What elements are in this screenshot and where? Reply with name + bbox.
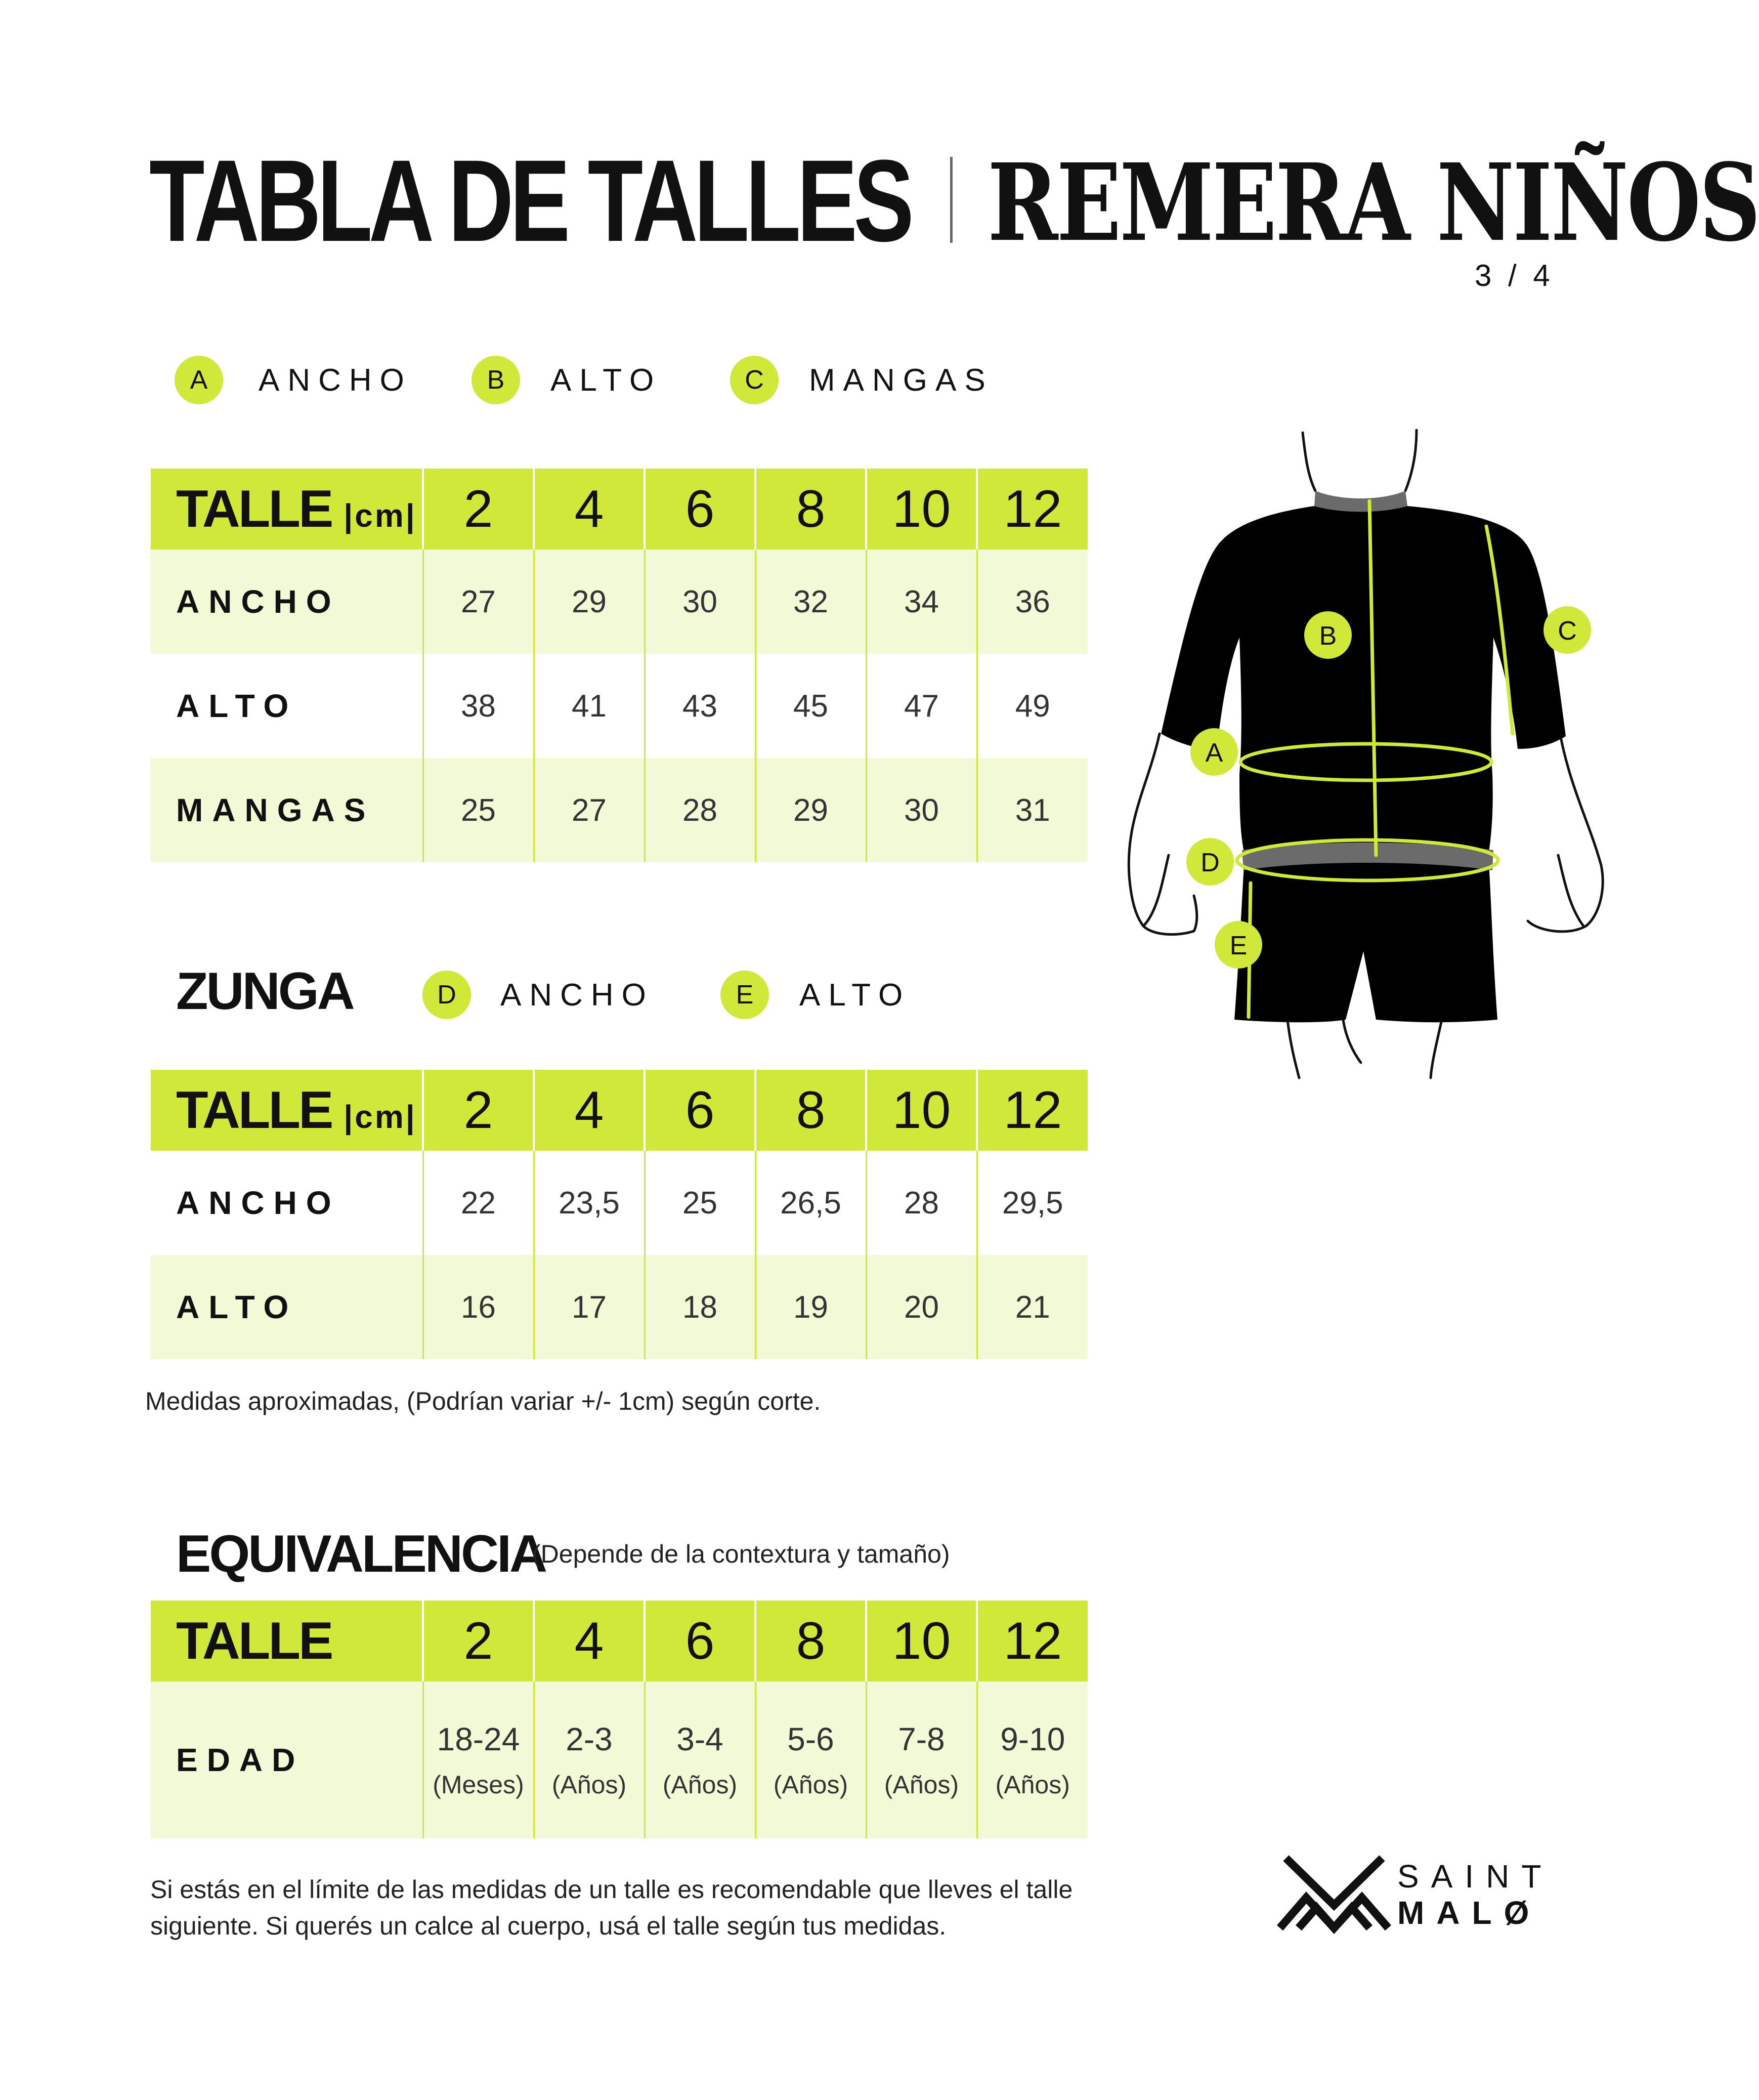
talle-label: TALLE: [176, 1080, 332, 1140]
marker-badge: A: [175, 356, 223, 404]
marker-label: A: [1205, 738, 1223, 768]
table-row: [151, 758, 1088, 862]
table-header-row: [151, 469, 1088, 550]
size-header: 4: [534, 469, 645, 550]
size-header: 12: [977, 1601, 1088, 1682]
table-cell: 18: [645, 1255, 755, 1359]
marker-badge: C: [730, 356, 779, 404]
table-cell: 27: [423, 550, 534, 654]
table-cell: 23,5: [534, 1151, 645, 1255]
table-cell: 32: [755, 550, 866, 654]
legend-alto-zunga: [720, 971, 911, 1019]
table-cell: 21: [977, 1255, 1088, 1359]
table-cell: 26,5: [755, 1151, 866, 1255]
table-cell: 36: [977, 550, 1088, 654]
size-header: 12: [977, 469, 1088, 550]
marker-badge: D: [422, 971, 471, 1019]
table-cell: 49: [977, 654, 1088, 758]
table-cell: 34: [866, 550, 977, 654]
size-header: 2: [423, 1070, 534, 1151]
marker-e: [1215, 921, 1262, 969]
brand-line: MALØ: [1397, 1895, 1541, 1931]
garment-figure: [1113, 420, 1619, 1088]
talle-header-cell: [151, 469, 423, 550]
table-cell: 25: [645, 1151, 755, 1255]
fit-recommendation: [150, 1871, 1111, 1944]
fit-recommendation-line: siguiente. Si querés un calce al cuerpo, usá el talle según tus medidas.: [150, 1912, 947, 1940]
age-range: 18-24: [437, 1721, 520, 1757]
table-cell: 19: [755, 1255, 866, 1359]
table-cell: 27: [534, 758, 645, 862]
equivalencia-subtitle: (Depende de la contextura y tamaño): [532, 1540, 950, 1568]
talle-label: TALLE: [176, 479, 332, 538]
brand-line: SAINT: [1397, 1858, 1554, 1895]
table-row: [151, 1151, 1088, 1255]
equivalencia-table: [151, 1601, 1088, 1838]
size-header: 6: [645, 469, 755, 550]
size-header: 8: [755, 1601, 866, 1682]
title-divider: [950, 157, 953, 243]
legend-label: ANCHO: [259, 362, 412, 398]
legend-label: MANGAS: [809, 362, 994, 398]
age-cell: [755, 1682, 866, 1838]
table-cell: 30: [866, 758, 977, 862]
marker-label: D: [1200, 848, 1220, 877]
size-header: 10: [866, 1601, 977, 1682]
row-label: ALTO: [151, 654, 423, 758]
table-cell: 29: [534, 550, 645, 654]
age-cell: [423, 1682, 534, 1838]
row-label: ANCHO: [151, 550, 423, 654]
table-header-row: [151, 1601, 1088, 1682]
row-label: EDAD: [151, 1682, 423, 1838]
table-header-row: [151, 1070, 1088, 1151]
size-header: 6: [645, 1070, 755, 1151]
age-unit: (Años): [551, 1771, 627, 1799]
table-row: [151, 1255, 1088, 1359]
legend-mangas: [730, 356, 994, 404]
age-unit: (Años): [773, 1771, 848, 1799]
unit-label: |cm|: [344, 497, 417, 534]
size-header: 12: [977, 1070, 1088, 1151]
table-row: [151, 1682, 1088, 1838]
page-number: 3 / 4: [1475, 259, 1554, 292]
table-cell: 45: [755, 654, 866, 758]
product-title: REMERA NIÑOS: [988, 140, 1759, 265]
size-header: 6: [645, 1601, 755, 1682]
legend-alto: [471, 356, 662, 404]
row-label: ANCHO: [151, 1151, 423, 1255]
neck-band: [1314, 491, 1407, 512]
marker-d: [1186, 838, 1234, 886]
size-header: 4: [534, 1070, 645, 1151]
table-cell: 29,5: [977, 1151, 1088, 1255]
age-range: 3-4: [676, 1721, 723, 1757]
marker-c: [1543, 606, 1591, 654]
table-cell: 38: [423, 654, 534, 758]
remera-size-table: [151, 469, 1088, 862]
table-cell: 28: [645, 758, 755, 862]
legend-label: ALTO: [799, 977, 911, 1013]
brand-logo-icon: [1276, 1852, 1392, 1938]
table-cell: 31: [977, 758, 1088, 862]
page-title: TABLA DE TALLES: [149, 136, 911, 266]
marker-label: B: [1319, 621, 1337, 651]
table-row: [151, 654, 1088, 758]
table-cell: 30: [645, 550, 755, 654]
row-label: MANGAS: [151, 758, 423, 862]
age-cell: [645, 1682, 755, 1838]
age-range: 5-6: [787, 1721, 834, 1757]
marker-badge: E: [720, 971, 769, 1019]
table-cell: 22: [423, 1151, 534, 1255]
talle-header-cell: [151, 1601, 423, 1682]
age-range: 2-3: [566, 1721, 613, 1757]
age-unit: (Años): [662, 1771, 738, 1799]
table-cell: 47: [866, 654, 977, 758]
equivalencia-title: EQUIVALENCIA: [176, 1525, 546, 1583]
unit-label: |cm|: [344, 1098, 417, 1135]
size-header: 2: [423, 1601, 534, 1682]
table-cell: 43: [645, 654, 755, 758]
table-row: [151, 550, 1088, 654]
age-cell: [977, 1682, 1088, 1838]
size-header: 10: [866, 469, 977, 550]
talle-header-cell: [151, 1070, 423, 1151]
table-cell: 16: [423, 1255, 534, 1359]
talle-label: TALLE: [176, 1611, 332, 1670]
marker-label: C: [1558, 616, 1577, 646]
marker-b: [1304, 611, 1352, 659]
table-cell: 41: [534, 654, 645, 758]
table-cell: 29: [755, 758, 866, 862]
legend-ancho-zunga: [422, 971, 654, 1019]
age-unit: (Años): [884, 1771, 959, 1799]
size-header: 8: [755, 469, 866, 550]
age-cell: [866, 1682, 977, 1838]
brand-name: [1397, 1858, 1553, 1931]
legend-ancho: [175, 356, 412, 404]
age-cell: [534, 1682, 645, 1838]
table-cell: 17: [534, 1255, 645, 1359]
row-label: ALTO: [151, 1255, 423, 1359]
zunga-size-table: [151, 1070, 1088, 1359]
table-cell: 25: [423, 758, 534, 862]
age-range: 7-8: [898, 1721, 945, 1757]
legend-label: ALTO: [550, 362, 662, 398]
age-range: 9-10: [1000, 1721, 1065, 1757]
size-header: 2: [423, 469, 534, 550]
age-unit: (Meses): [433, 1771, 524, 1799]
table-cell: 20: [866, 1255, 977, 1359]
zunga-title: ZUNGA: [176, 962, 353, 1021]
marker-badge: B: [471, 356, 520, 404]
measurement-note: Medidas aproximadas, (Podrían variar +/- 1cm) según corte.: [145, 1387, 821, 1415]
marker-label: E: [1229, 931, 1248, 960]
age-unit: (Años): [995, 1771, 1070, 1799]
marker-a: [1190, 728, 1238, 776]
size-header: 4: [534, 1601, 645, 1682]
table-cell: 28: [866, 1151, 977, 1255]
size-header: 8: [755, 1070, 866, 1151]
legend-label: ANCHO: [500, 977, 654, 1013]
fit-recommendation-line: Si estás en el límite de las medidas de un talle es recomendable que lleves el talle: [150, 1875, 1073, 1904]
size-header: 10: [866, 1070, 977, 1151]
